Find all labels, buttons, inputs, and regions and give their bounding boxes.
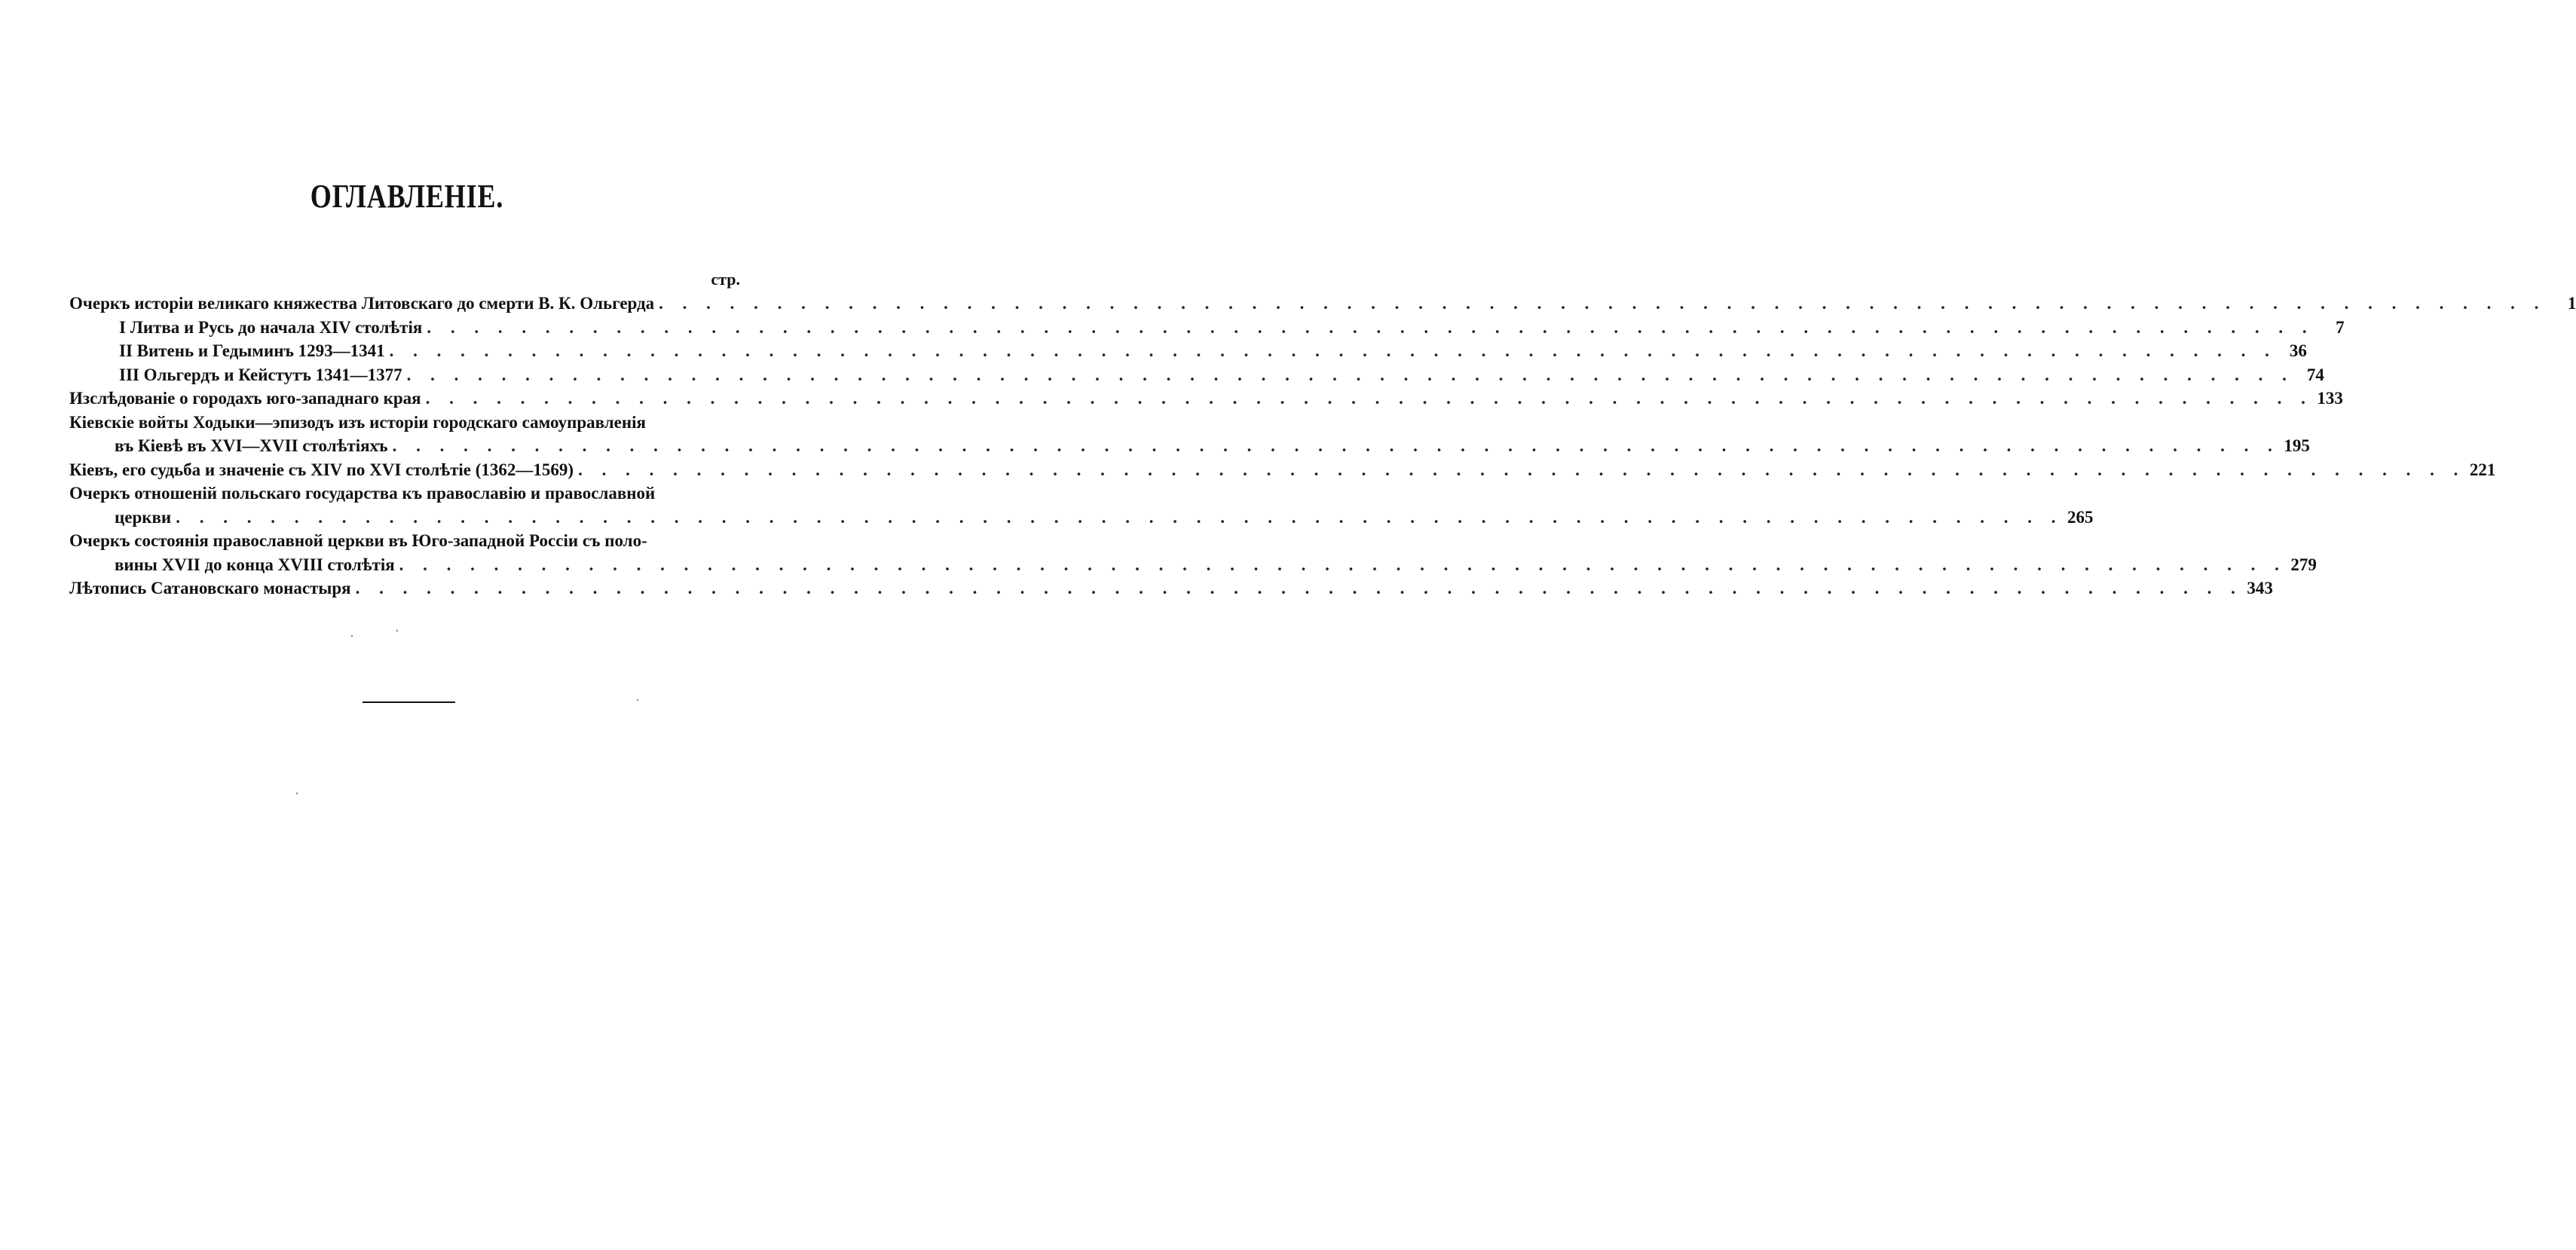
- toc-entry-page: 36: [2289, 341, 2307, 360]
- dot-leader: . . . . . . . . . . . . . . . . . . . . . . . . . . . . . . . . . . . . . . . . . . . . . . . . . . . . . . . . . . . . . . . . . . . . . . . . . . . . . . . .: [389, 341, 2277, 360]
- toc-subentry: [69, 316, 2345, 340]
- toc-subentry: [69, 363, 2324, 387]
- toc-entry: [69, 387, 2343, 411]
- page-column-label: стр.: [711, 270, 740, 289]
- dot-leader: . . . . . . . . . . . . . . . . . . . . . . . . . . . . . . . . . . . . . . . . . . . . . . . . . . . . . . . . . . . . . . . . . . . . . . . . . . . . . . . .: [578, 460, 2466, 479]
- toc-entry-page: 279: [2290, 555, 2317, 574]
- toc-entry: [69, 434, 2310, 458]
- toc-entry-title: Лѣтопись Сатановскаго монастыря: [69, 579, 351, 597]
- toc-entry: [69, 576, 2273, 601]
- toc-subentry: [69, 339, 2307, 363]
- dot-leader: . . . . . . . . . . . . . . . . . . . . . . . . . . . . . . . . . . . . . . . . . . . . . . . . . . . . . . . . . . . . . . . . . . . . . . . . . . . . . . . .: [425, 389, 2313, 408]
- toc-entry-title: III Ольгердъ и Кейстутъ 1341—1377: [119, 365, 402, 384]
- dot-leader: . . . . . . . . . . . . . . . . . . . . . . . . . . . . . . . . . . . . . . . . . . . . . . . . . . . . . . . . . . . . . . . . . . . . . . . . . . . . . . . .: [406, 365, 2294, 384]
- toc-entry-title: Кіевъ, его судьба и значеніе съ XIV по XVI столѣтіе (1362—1569): [69, 460, 574, 479]
- toc-entry: [69, 553, 2317, 577]
- dot-leader: . . . . . . . . . . . . . . . . . . . . . . . . . . . . . . . . . . . . . . . . . . . . . . . . . . . . . . . . . . . . . . . . . . . . . . . . . . . . . . . .: [427, 317, 2314, 337]
- toc-entry-page: 265: [2067, 507, 2094, 527]
- dot-leader: . . . . . . . . . . . . . . . . . . . . . . . . . . . . . . . . . . . . . . . . . . . . . . . . . . . . . . . . . . . . . . . . . . . . . . . . . . . . . . . .: [176, 507, 2064, 527]
- toc-entry-title: II Витень и Гедыминъ 1293—1341: [119, 341, 385, 360]
- toc-entry-page: 74: [2306, 365, 2324, 384]
- toc-entry-title-line1: Очеркъ отношеній польскаго государства къ православію и православной: [69, 484, 656, 503]
- toc-entry: [69, 292, 2576, 316]
- paper-speck: [396, 630, 398, 631]
- table-of-contents: [69, 267, 2576, 601]
- page-title: ОГЛАВЛЕНІЕ.: [310, 178, 504, 215]
- toc-entry-page: 1: [2567, 294, 2576, 313]
- toc-entry-title: Изслѣдованіе о городахъ юго-западнаго края: [69, 389, 421, 408]
- toc-entry-page: 7: [2336, 317, 2345, 337]
- dot-leader: . . . . . . . . . . . . . . . . . . . . . . . . . . . . . . . . . . . . . . . . . . . . . . . . . . . . . . . . . . . . . . . . . . . . . . . . . . . . . . . .: [659, 294, 2547, 313]
- paper-speck: [351, 635, 353, 637]
- toc-entry-page: 195: [2284, 436, 2310, 455]
- toc-entry-title-line1: Очеркъ состоянія православной церкви въ Юго-западной Россіи съ поло-: [69, 531, 647, 550]
- toc-entry-page: 221: [2469, 460, 2496, 479]
- toc-entry-title: I Литва и Русь до начала XIV столѣтія: [119, 317, 423, 337]
- toc-entry: [69, 506, 2094, 530]
- dot-leader: . . . . . . . . . . . . . . . . . . . . . . . . . . . . . . . . . . . . . . . . . . . . . . . . . . . . . . . . . . . . . . . . . . . . . . . . . . . . . . . .: [392, 436, 2280, 455]
- toc-entry-title: церкви: [115, 507, 172, 527]
- paper-speck: [637, 699, 638, 701]
- closing-rule: [363, 701, 455, 703]
- dot-leader: . . . . . . . . . . . . . . . . . . . . . . . . . . . . . . . . . . . . . . . . . . . . . . . . . . . . . . . . . . . . . . . . . . . . . . . . . . . . . . . .: [355, 579, 2243, 597]
- toc-entry: [69, 458, 2496, 482]
- toc-entry-title: вины XVII до конца XVIII столѣтія: [115, 555, 395, 574]
- toc-entry-title-line1: Кіевскіе войты Ходыки—эпизодъ изъ исторіи городскаго самоуправленія: [69, 412, 646, 432]
- dot-leader: . . . . . . . . . . . . . . . . . . . . . . . . . . . . . . . . . . . . . . . . . . . . . . . . . . . . . . . . . . . . . . . . . . . . . . . . . . . . . . . .: [399, 555, 2287, 574]
- toc-entry-title: въ Кіевѣ въ XVI—XVII столѣтіяхъ: [115, 436, 388, 455]
- toc-entry-page: 133: [2317, 389, 2343, 408]
- toc-entry-title: Очеркъ исторіи великаго княжества Литовскаго до смерти В. К. Ольгерда: [69, 294, 655, 313]
- paper-speck: [296, 793, 298, 794]
- toc-entry-page: 343: [2247, 579, 2273, 597]
